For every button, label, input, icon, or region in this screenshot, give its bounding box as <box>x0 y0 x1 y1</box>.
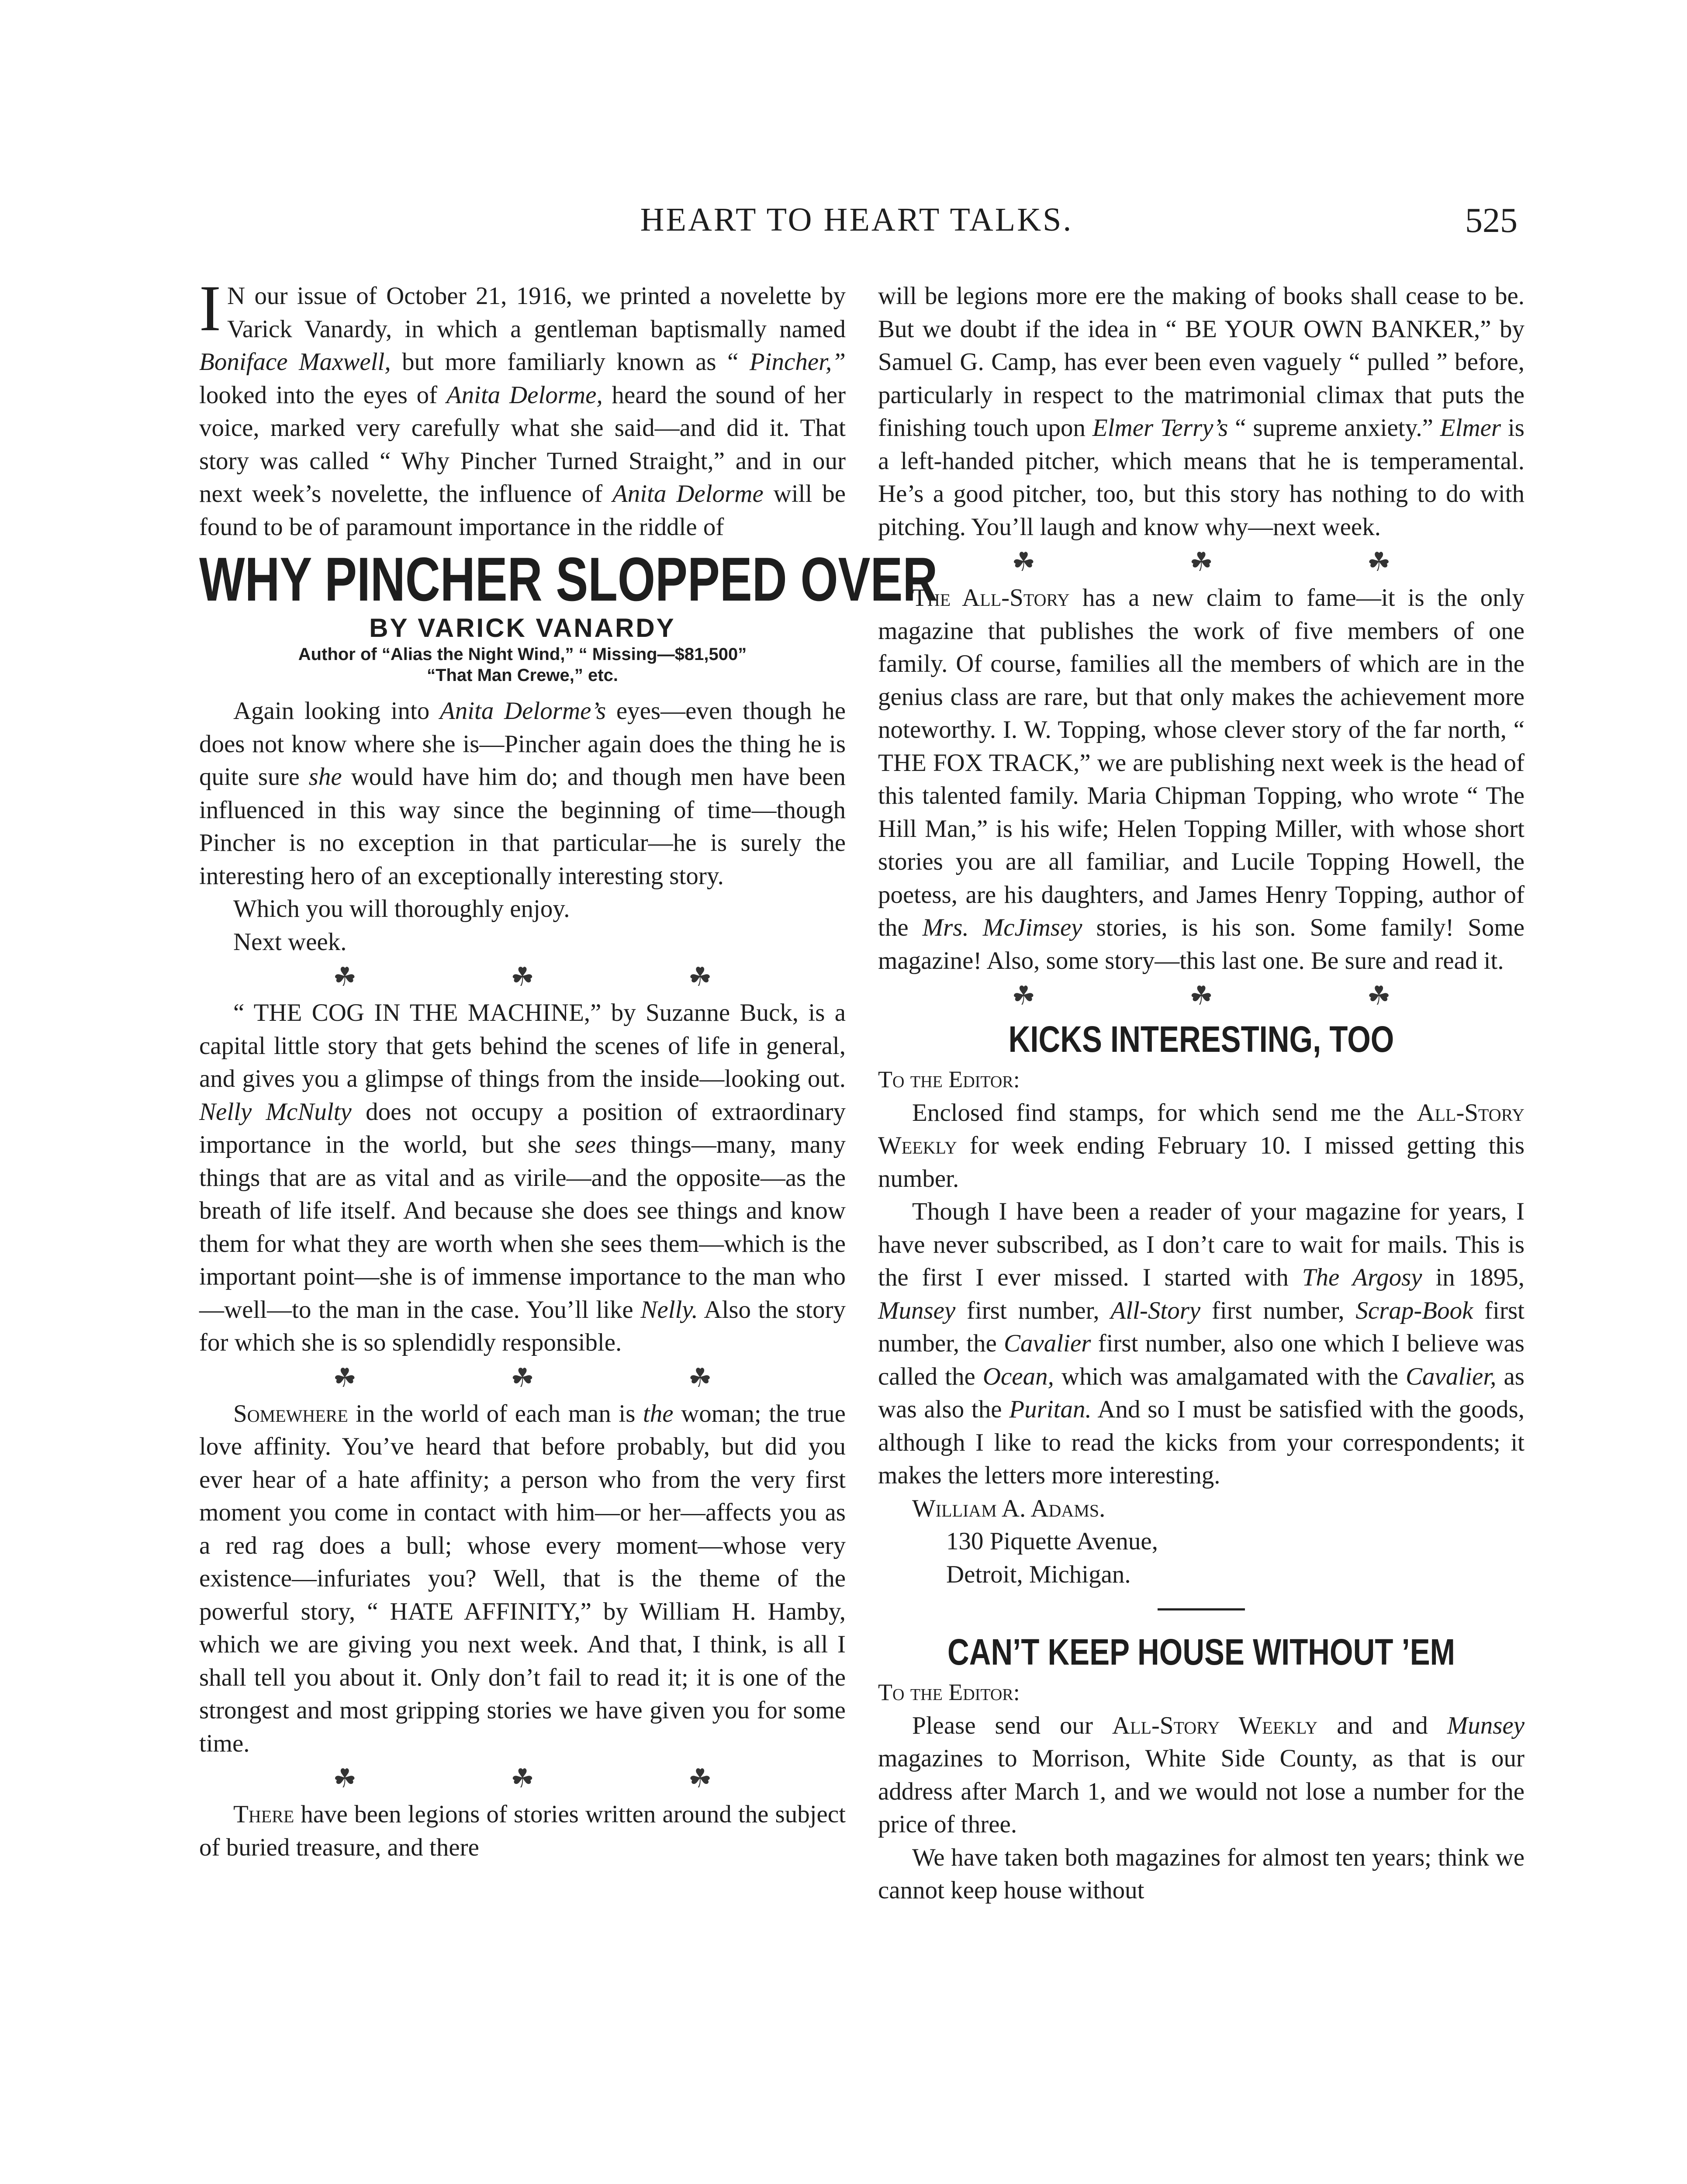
text: as was also the <box>878 1362 1525 1423</box>
pincher-paragraph <box>199 695 846 892</box>
character-name: Elmer Terry’s <box>1092 414 1228 442</box>
magazine-name: Munsey <box>878 1296 956 1324</box>
magazine-name: All-Story <box>1110 1296 1201 1324</box>
text: but more familiarly known as “ <box>391 348 750 376</box>
page-number: 525 <box>1465 201 1518 240</box>
treasure-paragraph <box>199 1798 846 1864</box>
clover-icon: ☘ <box>511 1763 534 1794</box>
character-name: Nelly. <box>640 1296 698 1324</box>
treasure-continued-paragraph <box>878 280 1525 543</box>
feature-title: WHY PINCHER SLOPPED OVER <box>199 545 938 614</box>
clover-icon: ☘ <box>333 962 357 992</box>
next-week-line: Next week. <box>233 928 347 956</box>
clover-icon: ☘ <box>1189 981 1213 1011</box>
text: magazines to Morrison, White Side County, as that is our address after March 1, and we would not lose a number for the price of three. <box>878 1745 1525 1838</box>
emphasis: the <box>643 1400 674 1427</box>
author-credits-line: “That Man Crewe,” etc. <box>427 666 618 685</box>
ornament-divider <box>199 1762 846 1795</box>
magazine-name: All-Story Weekly <box>878 1099 1525 1159</box>
text: eyes—even though he does not know where she is—Pincher again does the thing he is quite sure <box>199 697 846 791</box>
text: first number, <box>1200 1296 1356 1324</box>
text: first number, <box>955 1296 1111 1324</box>
clover-icon: ☘ <box>333 1362 357 1393</box>
small-caps-lead: There <box>233 1800 294 1828</box>
hate-paragraph <box>199 1397 846 1760</box>
character-name: Pincher,” <box>749 348 846 376</box>
author-credits-line: Author of “Alias the Night Wind,” “ Missing—$81,500” <box>298 645 747 664</box>
author-credits <box>199 644 846 686</box>
section-divider <box>1158 1608 1245 1610</box>
magazine-name: Puritan. <box>1009 1396 1092 1423</box>
text: have been legions of stories written around the subject of buried treasure, and there <box>199 1800 846 1861</box>
magazine-name: Ocean, <box>982 1362 1054 1390</box>
letter-address: Detroit, Michigan. <box>946 1560 1131 1588</box>
character-name: Elmer <box>1440 414 1501 442</box>
kicks-letter-paragraph <box>878 1096 1525 1196</box>
text: Though I have been a reader of your magazine for years, I have never subscribed, as I don’t care to wait for mails. This is the first I ever missed. I started with <box>878 1198 1525 1291</box>
text: will be found to be of paramount importance in the riddle of <box>199 480 846 541</box>
intro-paragraph <box>199 272 846 543</box>
page-header <box>196 201 1518 249</box>
magazine-name: Cavalier, <box>1406 1362 1497 1390</box>
to-the-editor: To the Editor: <box>878 1066 1020 1092</box>
letter-address: 130 Piquette Avenue, <box>946 1527 1158 1555</box>
clover-icon: ☘ <box>333 1763 357 1794</box>
character-name: Boniface Maxwell, <box>199 348 391 376</box>
ornament-divider <box>199 1362 846 1395</box>
magazine-name: Cavalier <box>1003 1330 1091 1357</box>
text: in 1895, <box>1422 1264 1525 1291</box>
text: N our issue of October 21, 1916, we printed a novelette by Varick Vanardy, in which a gentleman baptismally named <box>227 282 846 343</box>
text: is a left-handed pitcher, which means that he is temperamental. He’s a good pitcher, too, but this story has nothing to do with pitching. You’ll laugh and know why—next week. <box>878 414 1525 541</box>
enjoy-line: Which you will thoroughly enjoy. <box>233 895 570 923</box>
house-letter-paragraph <box>878 1709 1525 1841</box>
kicks-letter-paragraph <box>878 1195 1525 1492</box>
text: will be legions more ere the making of books shall cease to be. But we doubt if the idea in “ BE YOUR OWN BANKER,” by Samuel G. Camp, has ever been even vaguely “ pulled ” before, particularly in respect to the matrimonial climax that puts the finishing touch upon <box>878 282 1525 442</box>
character-name: Anita Delorme <box>612 480 764 508</box>
text: stories, is his son. Some family! Some magazine! Also, some story—this last one. Be sure and read it. <box>878 914 1525 975</box>
character-name: Mrs. McJimsey <box>922 914 1082 941</box>
kicks-letter-title: KICKS INTERESTING, TOO <box>1008 1019 1394 1060</box>
text: looked into the eyes of <box>199 381 446 409</box>
text: “ THE COG IN THE MACHINE,” by Suzanne Buck, is a capital little story that gets behind the scenes of life in general, and gives you a glimpse of things from the inside—looking out. <box>199 999 846 1092</box>
clover-icon: ☘ <box>688 962 712 992</box>
small-caps-lead: Somewhere <box>233 1400 348 1427</box>
clover-icon: ☘ <box>1012 981 1036 1011</box>
character-name: Anita Delorme, <box>446 381 603 409</box>
text: would have him do; and though men have been influenced in this way since the beginning of time—though Pincher is no exception in that particular—he is surely the interesting hero of an exceptionally interesting story. <box>199 763 846 890</box>
text: “ supreme anxiety.” <box>1228 414 1440 442</box>
ornament-divider <box>878 546 1525 579</box>
clover-icon: ☘ <box>1367 547 1391 577</box>
text: and and <box>1317 1711 1447 1739</box>
magazine-name: The Argosy <box>1302 1264 1422 1291</box>
text: Please send our <box>912 1711 1112 1739</box>
emphasis: sees <box>575 1131 617 1158</box>
small-caps-lead: The All-Story <box>912 584 1070 612</box>
house-letter-title: CAN’T KEEP HOUSE WITHOUT ’EM <box>947 1631 1455 1673</box>
text: woman; the true love affinity. You’ve heard that before probably, but did you ever hear of a hate affinity; a person who from the very first moment you come in contact with him—or her—affects you as a red rag does a bull; whose every moment—whose very existence—infuriates you? Well, that is the theme of the powerful story, “ HATE AFFINITY,” by William H. Hamby, which we are giving you next week. And that, I think, is all I shall tell you about it. Only don’t fail to read it; it is one of the strongest and most gripping stories we have given you for some time. <box>199 1400 846 1757</box>
text: in the world of each man is <box>348 1400 643 1427</box>
text: Enclosed find stamps, for which send me the <box>912 1099 1417 1127</box>
letter-signature: William A. Adams. <box>912 1494 1106 1522</box>
drop-cap: I <box>199 272 221 345</box>
house-letter-paragraph: We have taken both magazines for almost ten years; think we cannot keep house without <box>878 1843 1525 1904</box>
cog-paragraph <box>199 996 846 1359</box>
clover-icon: ☘ <box>688 1362 712 1393</box>
right-column <box>878 280 1525 1907</box>
text: first number, the <box>878 1296 1525 1357</box>
text: heard the sound of her voice, marked very carefully what she said—and did it. That story was called “ Why Pincher Turned Straight,” and in our next week’s novelette, the influence of <box>199 381 846 508</box>
ornament-divider <box>878 980 1525 1013</box>
text: which was amalgamated with the <box>1054 1362 1406 1390</box>
text: does not occupy a position of extraordinary importance in the world, but she <box>199 1098 846 1158</box>
ornament-divider <box>199 961 846 994</box>
clover-icon: ☘ <box>1012 547 1036 577</box>
to-the-editor: To the Editor: <box>878 1679 1020 1705</box>
character-name: Nelly McNulty <box>199 1098 352 1126</box>
running-title: HEART TO HEART TALKS. <box>640 201 1073 238</box>
character-name: Anita Delorme’s <box>439 697 606 725</box>
text: Again looking into <box>233 697 440 725</box>
emphasis: she <box>308 763 342 791</box>
text: things—many, many things that are as vital and as virile—and the opposite—as the breath of life itself. And because she does see things and know them for what they are worth when she sees them—which is the important point—she is of immense importance to the man who—well—to the man in the case. You’ll like <box>199 1131 846 1324</box>
clover-icon: ☘ <box>511 962 534 992</box>
text: for week ending February 10. I missed getting this number. <box>878 1132 1525 1192</box>
byline: BY VARICK VANARDY <box>369 613 676 643</box>
magazine-name: All-Story Weekly <box>1112 1711 1318 1739</box>
clover-icon: ☘ <box>1189 547 1213 577</box>
text: Also the story for which she is so splendidly responsible. <box>199 1296 846 1356</box>
family-paragraph <box>878 581 1525 977</box>
magazine-name: Scrap-Book <box>1355 1296 1473 1324</box>
text: And so I must be satisfied with the goods, although I like to read the kicks from your correspondents; it makes the letters more interesting. <box>878 1396 1525 1489</box>
magazine-name: Munsey <box>1447 1711 1525 1739</box>
clover-icon: ☘ <box>511 1362 534 1393</box>
text: first number, also one which I believe was called the <box>878 1330 1525 1390</box>
clover-icon: ☘ <box>1367 981 1391 1011</box>
text: has a new claim to fame—it is the only magazine that publishes the work of five members of one family. Of course, families all the members of which are in the genius class are rare, but that only makes the achievement more noteworthy. I. W. Topping, whose clever story of the far north, “ THE FOX TRACK,” we are publishing next week is the head of this talented family. Maria Chipman Topping, who wrote “ The Hill Man,” is his wife; Helen Topping Miller, with whose short stories you are all familiar, and Lucile Topping Howell, the poetess, are his daughters, and James Henry Topping, author of the <box>878 584 1525 941</box>
clover-icon: ☘ <box>688 1763 712 1794</box>
